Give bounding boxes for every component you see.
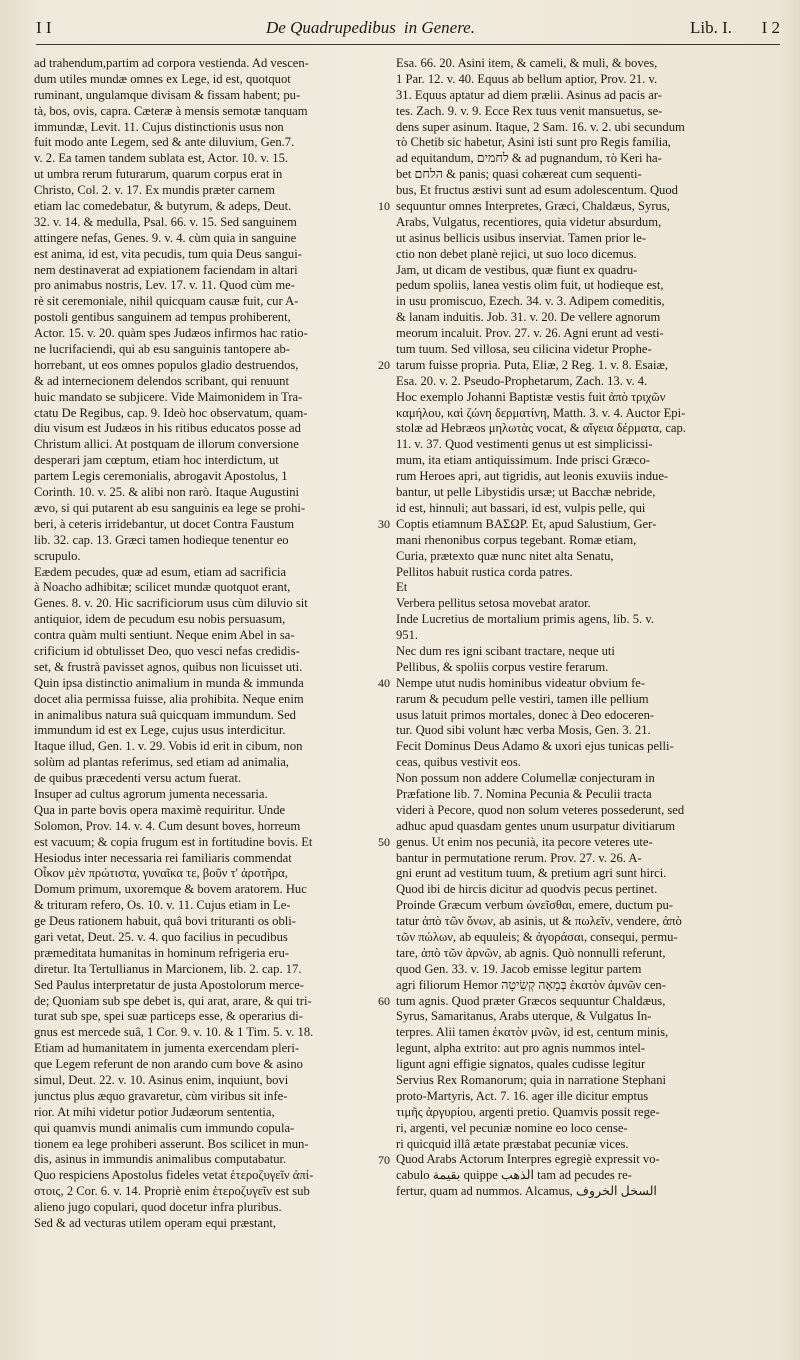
text-line: ruminant, ungulamque divisam & fissam habent; pu- [34, 87, 301, 102]
text-line: tarum fuisse propria. Puta, Eliæ, 2 Reg. 1. v. 8. Esaiæ, [396, 357, 669, 372]
text-line: in usu promiscuo, Ezech. 34. v. 3. Adipem comeditis, [396, 294, 665, 309]
running-title-italic: De Quadrupedibus [266, 18, 396, 37]
text-line: v. 2. Ea tamen tandem sublata est, Actor. 10. v. 15. [34, 151, 289, 166]
text-line: est anima, id est, vita pecudis, tum quia Deus sangui- [34, 246, 302, 261]
text-line: tum agnis. Quod præter Græcos sequuntur Chaldæus, [396, 993, 666, 1008]
text-line: ne lucrifaciendi, qui ab esu sanguinis tantopere ab- [34, 342, 290, 357]
text-line: Quin ipsa distinctio animalium in munda & immunda [34, 675, 304, 690]
text-line: Syrus, Samaritanus, Arabs uterque, & Vulgatus In- [396, 1009, 652, 1024]
text-line: terpres. Alii tamen ἑκατὸν μνῶν, id est, centum minis, [396, 1025, 669, 1040]
text-line: beri, à ceteris irridebantur, ut docet Contra Faustum [34, 516, 295, 531]
text-line: καμήλου, καὶ ζώνη δερματίνη, Matth. 3. v. 4. Auctor Epi- [396, 405, 686, 420]
text-line: Solomon, Prov. 14. v. 4. Cum desunt boves, horreum [34, 818, 301, 833]
text-line: set, & frustrà pavisset agnos, quibus non licuisset uti. [34, 659, 303, 674]
text-line: simul, Deut. 22. v. 10. Asinus enim, inquiunt, bovi [34, 1073, 289, 1087]
text-line: gari vetat, Deut. 25. v. 4. quo facilius in pecudibus [34, 929, 288, 944]
text-line: antiquior, idem de pecudum esu nobis persuasum, [34, 612, 286, 627]
text-line: Quod ibi de hircis dicitur ad quodvis pecus pertinet. [396, 882, 658, 897]
text-line: lib. 32. cap. 13. Græci tamen hodieque tenentur eo [34, 532, 289, 547]
text-line: 32. v. 14. & medulla, Psal. 66. v. 15. Sed sanguinem [34, 214, 297, 229]
text-line: tionem ea lege prohiberi asserunt. Bos scilicet in mun- [34, 1136, 309, 1151]
text-line: Fecit Dominus Deus Adamo & uxori ejus tunicas pelli- [396, 739, 674, 754]
book-label: Lib. I. [689, 18, 732, 37]
text-line: & ad internecionem delendos scribant, qui renuunt [34, 373, 289, 388]
text-line: rum Heroes apri, aut tigridis, aut leonis exuviis indue- [396, 469, 669, 484]
text-line: Qua in parte bovis opera maximè requiritur. Unde [34, 802, 286, 817]
text-line: junctus plus æquo gravaretur, cùm viribus sit infe- [34, 1088, 288, 1103]
text-line: στοις, 2 Cor. 6. v. 14. Propriè enim ἑτεροζυγεῖν est sub [34, 1184, 310, 1199]
text-line: etiam lac comedebatur, & butyrum, & adeps, Deut. [34, 199, 292, 214]
text-line: & trituram refero, Os. 10. v. 11. Cujus etiam in Le- [34, 898, 291, 913]
text-line: rior. At mihi videtur potior Judæorum sententia, [34, 1104, 275, 1119]
text-line: fertur, quam ad nummos. Alcamus, السخل الخروف [396, 1184, 657, 1199]
text-line: ligunt agni effigie signatos, quales cudisse legitur [396, 1057, 646, 1072]
text-line: rarum & pecudum pelle vestiri, tamen ille pellium [396, 691, 649, 706]
margin-line-number: 50 [378, 835, 390, 850]
running-title-rest: in Genere. [403, 18, 475, 37]
text-line: 951. [396, 628, 419, 643]
text-line: crificium id obtulisset Deo, quo vesci nefas credidis- [34, 643, 300, 658]
text-line: bantur, ut pelle Libystidis ursæ; ut Bacchæ nebride, [396, 485, 656, 500]
text-line: Proinde Græcum verbum ὠνεῖσθαι, emere, ductum pu- [396, 898, 673, 913]
text-line: contra quàm multi sentiunt. Neque enim Abel in sa- [34, 628, 295, 643]
text-line: Esa. 66. 20. Asini item, & cameli, & muli, & boves, [396, 56, 658, 70]
running-title [266, 18, 475, 38]
text-line: rè sit ceremoniale, nihil quicquam causæ fuit, cur A- [34, 294, 299, 309]
text-line: Et [396, 580, 408, 595]
margin-line-number: 20 [378, 358, 390, 373]
text-line: 31. Equus aptatur ad diem prælii. Asinus ad pacis ar- [396, 87, 662, 102]
margin-line-number: 60 [378, 994, 390, 1009]
margin-line-number: 10 [378, 199, 390, 214]
text-line: immundum id est ex Lege, cujus usus interdicitur. [34, 723, 286, 738]
text-line: Hoc exemplo Johanni Baptistæ vestis fuit ἀπὸ τριχῶν [396, 389, 666, 404]
text-line: 11. v. 37. Quod vestimenti genus ut est simplicissi- [396, 437, 653, 452]
text-line: sequuntur omnes Interpretes, Græci, Chaldæus, Syrus, [396, 199, 670, 214]
text-line: Christo, Col. 2. v. 17. Ex mundis præter carnem [34, 183, 275, 198]
text-line: Οἶκον μὲν πρώτιστα, γυναῖκα τε, βοῦν τ' ἀροτῆρα, [34, 866, 288, 881]
header-rule [36, 44, 780, 45]
text-line: turat sub spe, spei suæ particeps esse, & operarius di- [34, 1009, 303, 1024]
text-line: attingere nefas, Genes. 9. v. 4. cùm quia in sanguine [34, 230, 297, 245]
text-line: τὸ Chetib sic habetur, Asini isti sunt pro Regis familia, [396, 135, 671, 150]
text-line: ge Deus rationem habuit, quâ bovi trituranti os obli- [34, 914, 296, 929]
text-line: gnus est mercede suâ, 1 Cor. 9. v. 10. & 1 Tim. 5. v. 18. [34, 1025, 314, 1040]
margin-line-number: 30 [378, 517, 390, 532]
text-line: legunt, alpha extrito: aut pro agnis nummos intel- [396, 1041, 646, 1056]
text-line: mum, ita etiam antiquissimum. Inde prisci Græco- [396, 453, 650, 468]
text-line: dens super asinum. Itaque, 2 Sam. 16. v. 2. ubi secundum [396, 119, 685, 134]
text-line: usus latuit primos mortales, donec à Deo edoceren- [396, 707, 655, 722]
right-page-number: I 2 [761, 18, 780, 37]
text-line: τῶν πώλων, ab equuleis; & ἀγοράσαι, consequi, permu- [396, 929, 678, 944]
text-line: stolæ ad Hebræos μηλωτὰς vocat, & αἴγεια δέρματα, cap. [396, 421, 686, 436]
text-line: desperari jam cœptum, etiam hoc interdictum, ut [34, 453, 279, 468]
text-line: præmeditata humanitas in hominum refrigeria eru- [34, 945, 289, 960]
text-line: diu visum est Judæos in his ritibus educatos posse ad [34, 421, 301, 436]
text-line: Nempe utut nudis hominibus videatur obvium fe- [396, 675, 646, 690]
text-line: Pellitos habuit rustica corda patres. [396, 564, 573, 579]
text-line: Genes. 8. v. 20. Hic sacrificiorum usus cùm diluvio sit [34, 596, 308, 611]
text-line: pedum spoliis, lanea vestis olim fuit, ut hodieque est, [396, 278, 664, 293]
text-line: ævo, si qui putarent ab esu sanguinis ea lege se prohi- [34, 500, 306, 515]
text-line: Sed Paulus interpretatur de justa Apostolorum merce- [34, 977, 305, 992]
right-column [396, 56, 782, 1200]
text-line: tare, ἀπὸ τῶν ἀρνῶν, ab agnis. Quò nonnulli referunt, [396, 945, 666, 960]
text-line: Corinth. 10. v. 25. & alibi non rarò. Itaque Augustini [34, 485, 300, 500]
text-line: Arabs, Vulgatus, recentiores, quia videtur absurdum, [396, 214, 662, 229]
text-line: immundæ, Levit. 11. Cujus distinctionis usus non [34, 119, 284, 134]
text-line: partem Legis ceremonialis, abrogavit Apostolus, 1 [34, 469, 288, 484]
text-line: tur. Quod sibi volunt hæc verba Mosis, Gen. 3. 21. [396, 723, 651, 738]
text-line: ut umbra rerum futurarum, quarum corpus erat in [34, 167, 283, 182]
margin-line-number: 70 [378, 1153, 390, 1168]
text-line: τιμῆς ἀργυρίου, argenti pretio. Quamvis possit rege- [396, 1104, 660, 1119]
text-line: ad equitandum, לחמים & ad pugnandum, τὸ Keri ha- [396, 151, 662, 166]
text-line: & lanam induitis. Job. 31. v. 20. De vellere agnorum [396, 310, 661, 325]
text-line: Curia, prætexto quæ nunc nitet alta Senatu, [396, 548, 614, 563]
text-line: est vacuum; & copia frugum est in fortitudine bovis. Et [34, 834, 313, 849]
text-line: nem destinaverat ad expiationem faciendam in altari [34, 262, 298, 277]
text-line: Itaque illud, Gen. 1. v. 29. Vobis id erit in cibum, non [34, 739, 303, 754]
text-line: quod Gen. 33. v. 19. Jacob emisse legitur partem [396, 961, 642, 976]
text-line: Actor. 15. v. 20. quàm spes Judæos infirmos hac ratio- [34, 326, 308, 341]
text-line: à Noacho adhibitæ; scilicet mundæ quotquot erant, [34, 580, 291, 595]
text-line: Quo respiciens Apostolus fideles vetat ἑτεροζυγεῖν ἀπί- [34, 1168, 314, 1183]
text-line: dis, asinus in immundis animalibus computabatur. [34, 1152, 287, 1167]
text-line: Coptis etiamnum ΒΑΣΩΡ. Et, apud Salustium, Ger- [396, 516, 657, 531]
text-line: Domum primum, uxoremque & bovem aratorem. Huc [34, 882, 307, 897]
text-line: mani rhenonibus corpus tegebant. Romæ etiam, [396, 532, 637, 547]
text-line: proto-Martyris, Act. 7. 16. ager ille dicitur emptus [396, 1088, 649, 1103]
text-line: alieno jugo copulari, quod docetur infra pluribus. [34, 1200, 282, 1215]
text-line: dum utiles mundæ omnes ex Lege, id est, quotquot [34, 71, 291, 86]
text-line: fuit modo ante Legem, sed & ante diluvium, Gen.7. [34, 135, 295, 150]
text-line: ctatu De Regibus, cap. 9. Ideò hoc observatum, quam- [34, 405, 308, 420]
text-line: ceas, quibus vestivit eos. [396, 755, 521, 770]
text-line: in animalibus natura suâ quicquam immundum. Sed [34, 707, 296, 722]
text-line: id est, hinnuli; aut bassari, id est, vulpis pelle, qui [396, 500, 646, 515]
text-line: Sed & ad vecturas utilem operam equi præstant, [34, 1216, 277, 1231]
left-column [34, 56, 372, 1232]
text-line: diretur. Ita Tertullianus in Marcionem, lib. 2. cap. 17. [34, 961, 302, 976]
text-line: Christum allici. At postquam de illorum conversione [34, 437, 299, 452]
text-line: bus, Et fructus æstivi sunt ad esum adolescentum. Quod [396, 183, 678, 198]
page-header [36, 18, 780, 42]
text-line: Hesiodus inter necessaria rei familiaris commendat [34, 850, 292, 865]
text-line: pro animabus nostris, Lev. 17. v. 11. Quod cùm me- [34, 278, 295, 293]
text-line: tà, bos, ovis, capra. Cæteræ à mensis semotæ tanquam [34, 103, 308, 118]
text-line: bet הלחם & panis; quasi cohæreat cum sequenti- [396, 167, 642, 182]
text-line: scrupulo. [34, 548, 81, 563]
text-line: 1 Par. 12. v. 40. Equus ab bellum aptior, Prov. 21. v. [396, 71, 658, 86]
text-line: Non possum non addere Columellæ conjecturam in [396, 771, 655, 786]
text-line: meorum incaluit. Prov. 27. v. 26. Agni erunt ad vesti- [396, 326, 664, 341]
text-line: tatur ἀπὸ τῶν ὄνων, ab asinis, ut & πωλεῖν, vendere, ἀπὸ [396, 914, 682, 929]
text-line: genus. Ut enim nos pecunià, ita pecore veteres ute- [396, 834, 653, 849]
text-line: Esa. 20. v. 2. Pseudo-Prophetarum, Zach. 13. v. 4. [396, 373, 648, 388]
text-line: ctio non debet planè rejici, ut suo loco dicemus. [396, 246, 637, 261]
text-line: Nec dum res igni scibant tractare, neque uti [396, 643, 615, 658]
text-line: Etiam ad humanitatem in jumenta exercendam pleri- [34, 1041, 300, 1056]
text-line: Præfatione lib. 7. Nomina Pecunia & Peculii tracta [396, 786, 652, 801]
text-line: Jam, ut dicam de vestibus, quæ fiunt ex quadru- [396, 262, 638, 277]
text-line: docet alia permissa fuisse, alia prohibita. Neque enim [34, 691, 304, 706]
text-line: postoli gentibus sanguinem ad tempus prohiberent, [34, 310, 291, 325]
text-line: ri, argenti, vel pecuniæ nomine eo loco cense- [396, 1120, 628, 1135]
text-line: adhuc apud quasdam gentes unum usurpatur divitiarum [396, 818, 676, 833]
text-line: bantur in permutatione rerum. Prov. 27. v. 26. A- [396, 850, 642, 865]
text-line: que Legem referunt de non arando cum bove & asino [34, 1057, 303, 1072]
text-line: Pellibus, & spoliis corpus vestire ferarum. [396, 659, 609, 674]
left-page-number: I I [36, 18, 52, 37]
text-line: Verbera pellitus setosa movebat arator. [396, 596, 591, 611]
text-line: gni erunt ad vestitum tuum, & pretium agri sunt hirci. [396, 866, 667, 881]
margin-line-number: 40 [378, 676, 390, 691]
text-line: cabulo بقيمة quippe الذهب tam ad pecudes re- [396, 1168, 632, 1183]
text-line: qui quamvis mundi animalis cum immundo copula- [34, 1120, 295, 1135]
text-line: huic mandato se subjicere. Vide Maimonidem in Tra- [34, 389, 303, 404]
text-line: ri quicquid illâ ætate præstabat pecuniæ vices. [396, 1136, 629, 1151]
text-line: tes. Zach. 9. v. 9. Ecce Rex tuus venit mansuetus, se- [396, 103, 663, 118]
text-line: Servius Rex Romanorum; quia in narratione Stephani [396, 1073, 667, 1087]
text-line: Eædem pecudes, quæ ad esum, etiam ad sacrificia [34, 564, 287, 579]
text-line: solùm ad plantas referimus, sed etiam ad animalia, [34, 755, 289, 770]
text-line: Insuper ad cultus agrorum jumenta necessaria. [34, 786, 268, 801]
text-line: tum tuum. Sed villosa, seu cilicina videtur Prophe- [396, 342, 652, 357]
text-line: Inde Lucretius de mortalium primis agens, lib. 5. v. [396, 612, 654, 627]
text-line: de; Quoniam sub spe debet is, qui arat, arare, & qui tri- [34, 993, 312, 1008]
text-line: videri à Pecore, quod non solum veteres possederunt, sed [396, 802, 685, 817]
text-line: de quibus præcedenti versu actum fuerat. [34, 771, 242, 786]
text-line: ut asinus bellicis usibus inserviat. Tamen prior le- [396, 230, 647, 245]
text-line: Quod Arabs Actorum Interpres egregiè expressit vo- [396, 1152, 660, 1167]
text-line: horrebant, ut eos omnes populos gladio destruendos, [34, 357, 299, 372]
text-line: ad trahendum,partim ad corpora vestienda. Ad vescen- [34, 56, 309, 70]
text-line: agri filiorum Hemor בְּמֵאָה קְשִׂיטָה ἑκατὸν ἀμνῶν cen- [396, 977, 666, 992]
